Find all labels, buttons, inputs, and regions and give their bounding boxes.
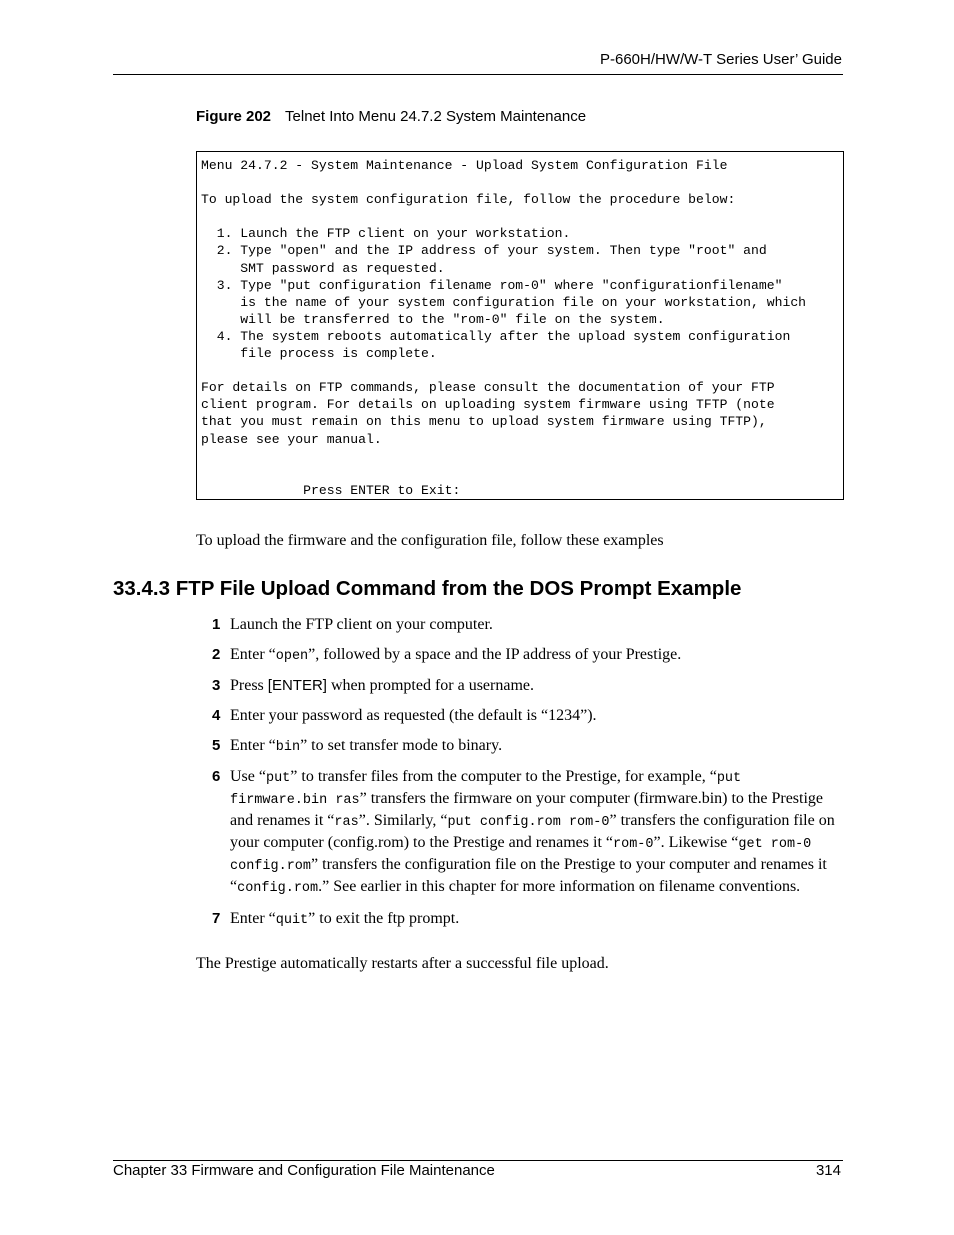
inline-code: ras: [334, 815, 359, 831]
figure-caption: [196, 108, 586, 125]
step-text-run: Enter “: [230, 645, 276, 663]
step-text: [230, 707, 597, 724]
step-text: [230, 646, 681, 663]
step-text-run: Use “: [230, 768, 266, 786]
figure-number: Figure 202: [196, 108, 272, 125]
step-number: 6: [212, 768, 221, 786]
step-text-run: ”, followed by a space and the IP address of your Prestige.: [308, 645, 682, 663]
step-text: [230, 910, 459, 927]
step-item: [196, 736, 846, 758]
step-text-run: Press: [230, 677, 268, 695]
step-text-run: when prompted for a username.: [326, 677, 535, 695]
inline-code: put: [265, 771, 291, 787]
inline-code: get rom-0 config.rom: [230, 837, 812, 875]
inline-code: put config.rom rom-0: [447, 815, 610, 831]
step-text-run: Launch the FTP client on your computer.: [230, 616, 493, 633]
inline-code: put firmware.bin ras: [230, 771, 742, 809]
steps-list: [196, 615, 846, 941]
section-heading: 33.4.3 FTP File Upload Command from the DOS Prompt Example: [113, 577, 742, 600]
step-text-run: Enter “: [230, 910, 276, 928]
intro-paragraph: To upload the firmware and the configuration file, follow these examples: [196, 532, 664, 549]
step-item: [196, 706, 846, 726]
step-text: [230, 616, 493, 633]
step-number: 4: [212, 707, 221, 725]
footer-page-number: 314: [815, 1162, 841, 1179]
page-header-title: P-660H/HW/W-T Series User’ Guide: [599, 51, 842, 68]
step-number: 2: [212, 645, 221, 663]
inline-code: config.rom: [237, 881, 319, 897]
step-text-run: ” transfers the configuration file on your computer (config.rom) to the Prestige and renames it “: [230, 812, 835, 852]
header-divider: [113, 74, 843, 75]
step-number: 7: [212, 910, 221, 928]
step-text: [230, 677, 534, 694]
step-text-run: ” to transfer files from the computer to the Prestige, for example, “: [290, 768, 717, 786]
step-text-run: ” transfers the configuration file on the Prestige to your computer and renames it “: [230, 856, 827, 896]
step-text: [230, 737, 502, 754]
step-item: [196, 645, 846, 667]
inline-code: quit: [275, 913, 309, 929]
step-number: 1: [212, 616, 221, 633]
step-item: [196, 615, 846, 635]
step-number: 3: [212, 677, 221, 695]
step-text-run: ” transfers the firmware on your computer (firmware.bin) to the Prestige and renames it “: [230, 790, 824, 830]
step-number: 5: [212, 736, 221, 754]
inline-code: rom-0: [613, 837, 654, 853]
inline-code: open: [275, 648, 309, 664]
closing-paragraph: The Prestige automatically restarts after a successful file upload.: [196, 955, 609, 972]
inline-code: bin: [275, 739, 301, 755]
key-name: [ENTER]: [267, 677, 327, 695]
figure-title: Telnet Into Menu 24.7.2 System Maintenance: [285, 108, 587, 125]
step-text-run: Enter “: [230, 736, 276, 754]
step-item: [196, 909, 846, 931]
step-text-run: ”. Likewise “: [653, 834, 739, 852]
step-text-run: ”. Similarly, “: [358, 812, 448, 830]
step-text-run: Enter your password as requested (the default is “1234”).: [230, 707, 597, 725]
footer-chapter-title: Chapter 33 Firmware and Configuration File Maintenance: [113, 1162, 495, 1179]
step-text-run: .” See earlier in this chapter for more information on filename conventions.: [318, 878, 801, 896]
step-text-run: ” to exit the ftp prompt.: [308, 910, 460, 928]
step-item: [196, 676, 846, 696]
footer-divider: [113, 1160, 843, 1161]
step-text-run: ” to set transfer mode to binary.: [300, 736, 503, 754]
step-item: [196, 767, 846, 899]
terminal-screen: [196, 151, 844, 500]
step-text: [230, 768, 835, 895]
terminal-text: Menu 24.7.2 - System Maintenance - Upload System Configuration File To upload the system configuration file, follow the procedure below: 1. Launch the FTP client on your workstation. 2. Type "open" and the IP address of your system. Then type "root" and SMT password as requested. 3. Type "put configuration filename rom-0" where "configurationfilename" is the name of your system configuration file on your workstation, which will be transferred to the "rom-0" file on the system. 4. The system reboots automatically after the upload system configuration file process is complete. For details on FTP commands, please consult the documentation of your FTP client program. For details on uploading system firmware using TFTP (note that you must remain on this menu to upload system firmware using TFTP), please see your manual. Press ENTER to Exit:: [201, 158, 807, 498]
